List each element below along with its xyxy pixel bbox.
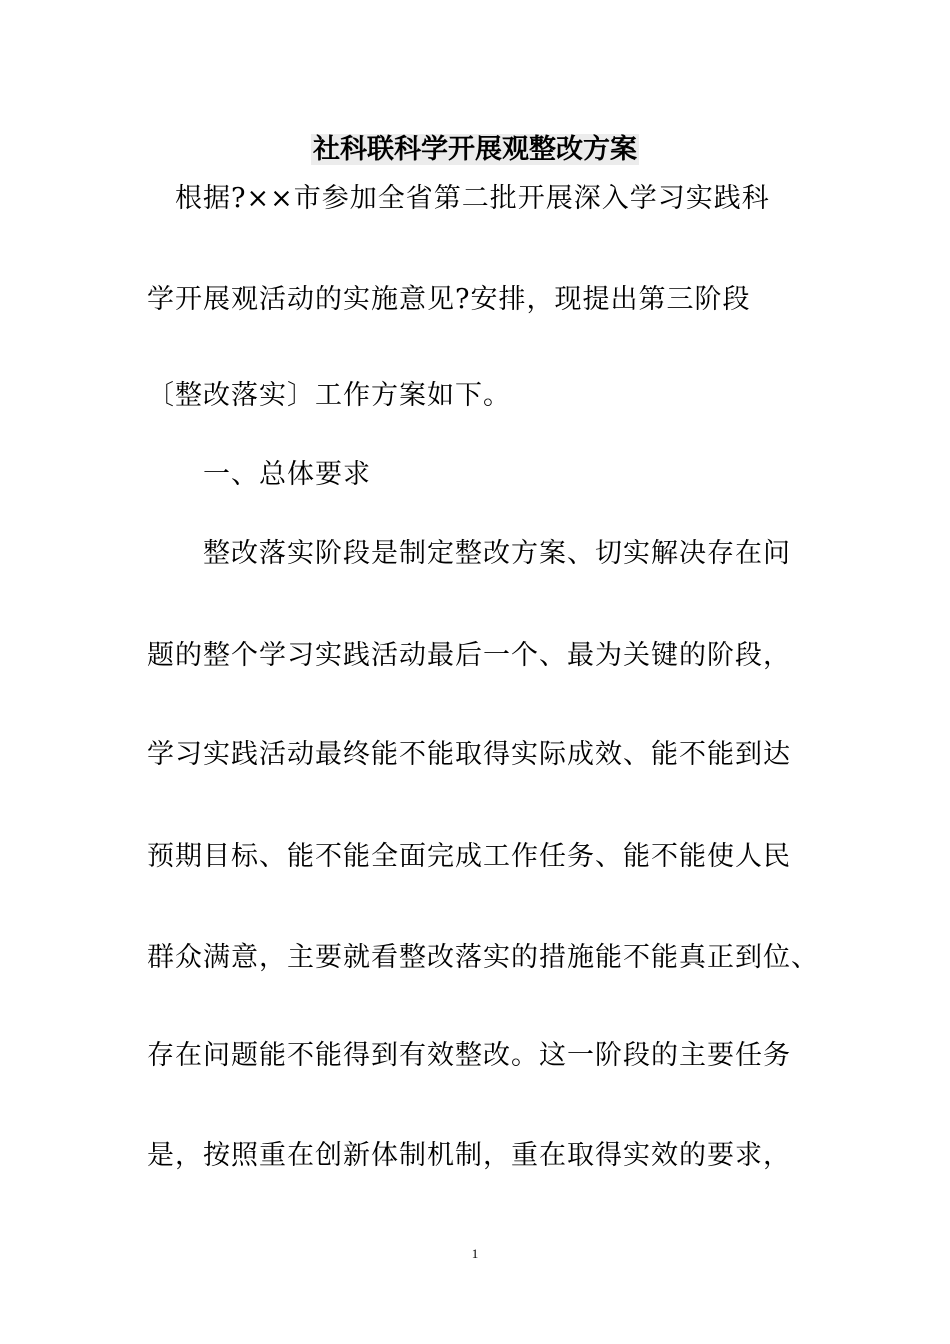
- page-number: 1: [471, 1246, 479, 1261]
- paragraph-line-10: 存在问题能不能得到有效整改。这一阶段的主要任务: [147, 1040, 791, 1071]
- paragraph-line-1: 根据?××市参加全省第二批开展深入学习实践科: [147, 183, 770, 214]
- paragraph-line-7: 学习实践活动最终能不能取得实际成效、能不能到达: [147, 739, 791, 770]
- section-heading-1: 一、总体要求: [147, 459, 371, 490]
- paragraph-line-11: 是，按照重在创新体制机制，重在取得实效的要求，: [147, 1140, 791, 1171]
- paragraph-line-9: 群众满意，主要就看整改落实的措施能不能真正到位、: [147, 942, 819, 973]
- paragraph-line-5: 整改落实阶段是制定整改方案、切实解决存在问: [147, 538, 791, 569]
- paragraph-line-3: 〔整改落实〕工作方案如下。: [147, 380, 511, 411]
- document-title-text: 社科联科学开展观整改方案: [313, 134, 637, 165]
- paragraph-line-2: 学开展观活动的实施意见?安排，现提出第三阶段: [147, 284, 751, 315]
- paragraph-line-8: 预期目标、能不能全面完成工作任务、能不能使人民: [147, 841, 791, 872]
- paragraph-line-6: 题的整个学习实践活动最后一个、最为关键的阶段，: [147, 640, 791, 671]
- document-title: [0, 130, 950, 170]
